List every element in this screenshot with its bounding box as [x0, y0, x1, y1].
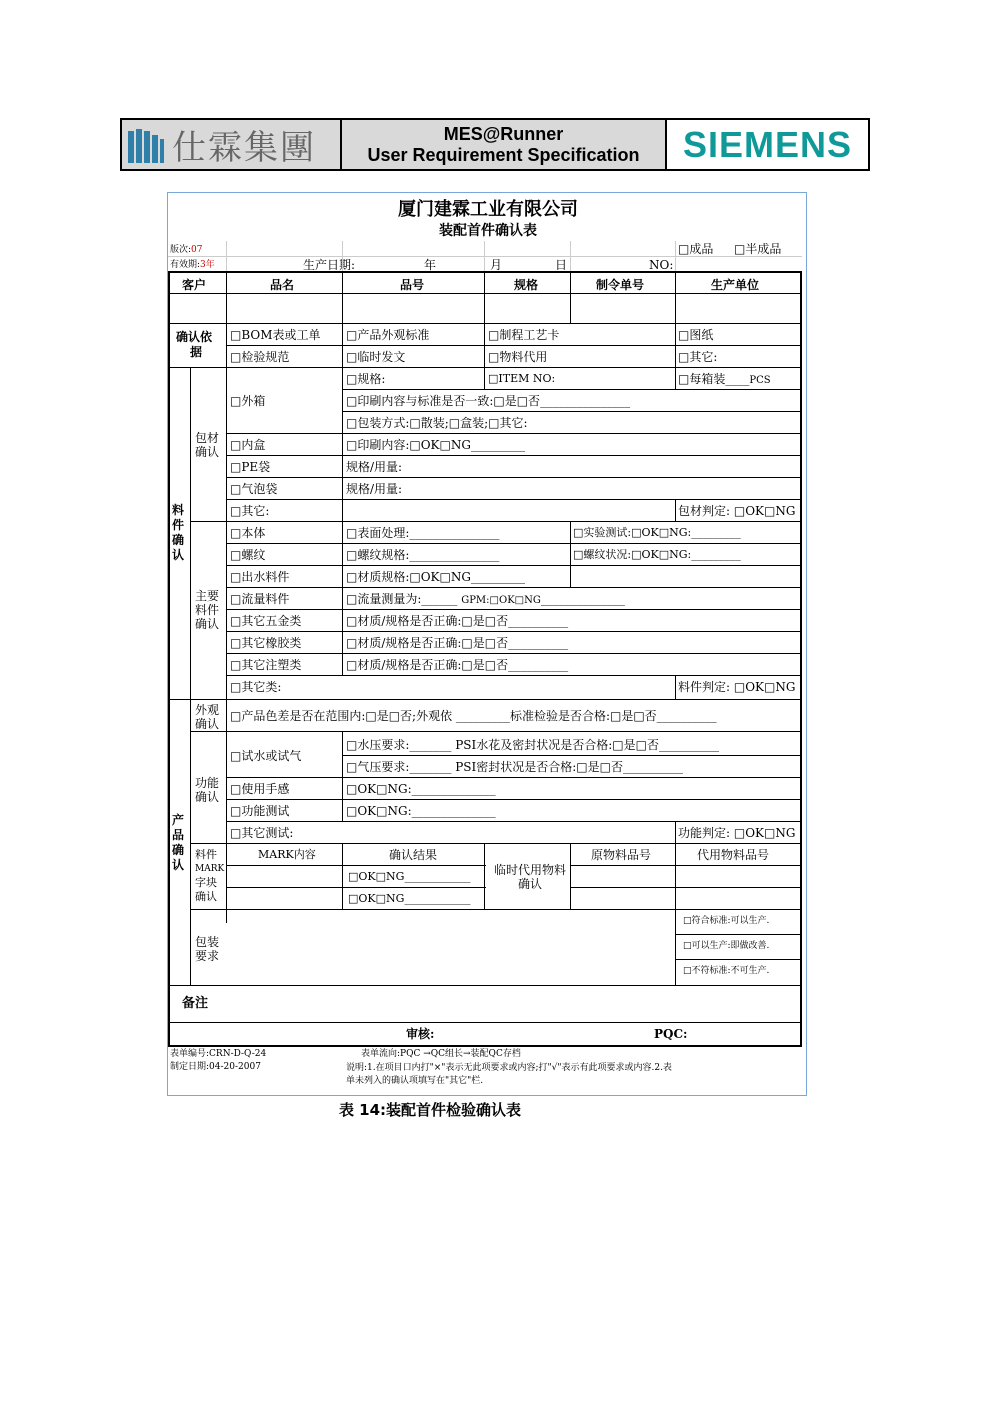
table-caption: 表 14:装配首件检验确认表 [338, 1101, 522, 1119]
appearance-confirm-label: 外观 确认 [195, 703, 220, 731]
date-day: 日 [555, 258, 568, 272]
header-product-no: 品号 [400, 278, 425, 292]
main-judgement[interactable]: 料件判定: □OK□NG [678, 680, 796, 694]
pqc-label: PQC: [654, 1027, 688, 1041]
document-header-banner [120, 118, 870, 171]
basis-bom[interactable]: □BOM表或工单 [230, 328, 321, 342]
mark-confirm-label: 料件 MARK 字块 确认 [195, 848, 225, 903]
main-plastic[interactable]: □其它注塑类 [230, 658, 302, 672]
basis-label-1: 确认依 [176, 330, 213, 344]
main-rubber[interactable]: □其它橡胶类 [230, 636, 302, 650]
header-product-name: 品名 [270, 278, 295, 292]
func-test-result[interactable]: □OK□NG:______________ [346, 804, 496, 818]
main-lab-test[interactable]: □实验测试:□OK□NG:_________ [573, 526, 741, 539]
document-title [342, 120, 667, 169]
form-note-line-1: 说明:1.在项目口内打"×"表示无此项要求或内容;打"√"表示有此项要求或内容.2.表 [346, 1063, 672, 1073]
pack-print-content[interactable]: □印刷内容:□OK□NG_________ [346, 438, 525, 452]
version-field: 版次:07 [170, 245, 203, 255]
company-logo-text: 仕霖集團 [172, 128, 316, 168]
pack-method[interactable]: □包装方式:□散装;□盒装;□其它: [346, 416, 528, 430]
basis-process-card[interactable]: □制程工艺卡 [488, 328, 560, 342]
pack-inner-box[interactable]: □内盒 [230, 438, 266, 452]
main-thread-status[interactable]: □螺纹状况:□OK□NG:_________ [573, 548, 741, 561]
main-thread-spec[interactable]: □螺纹规格:_______________ [346, 548, 500, 562]
main-rubber-check[interactable]: □材质/规格是否正确:□是□否__________ [346, 636, 569, 650]
pack-bubble-bag[interactable]: □气泡袋 [230, 482, 278, 496]
main-parts-label: 主要 料件 确认 [195, 589, 220, 631]
main-plastic-check[interactable]: □材质/规格是否正确:□是□否__________ [346, 658, 569, 672]
pack-outer-box[interactable]: □外箱 [230, 394, 266, 408]
form-number-label: NO: [649, 258, 674, 272]
pack-print-match[interactable]: □印刷内容与标准是否一致:□是□否_______________ [346, 394, 631, 408]
material-confirm-label: 料 件 确 认 [172, 503, 185, 562]
conclusion-pass-improve[interactable]: □可以生产:即做改善. [683, 941, 770, 951]
basis-other[interactable]: □其它: [678, 350, 718, 364]
form-note-line-2: 单未列入的确认项填写在"其它"栏. [346, 1076, 484, 1086]
conclusion-fail[interactable]: □不符标准:不可生产. [683, 966, 770, 976]
main-thread[interactable]: □螺纹 [230, 548, 266, 562]
func-water-test[interactable]: □试水或试气 [230, 749, 302, 763]
pack-spec-usage-1[interactable]: 规格/用量: [346, 460, 403, 474]
conclusion-pass[interactable]: □符合标准:可以生产. [683, 916, 770, 926]
company-logo [122, 120, 342, 169]
pack-judgement[interactable]: 包材判定: □OK□NG [678, 504, 796, 518]
form-made-date: 制定日期:04-20-2007 [170, 1062, 261, 1072]
original-material-header: 原物料品号 [591, 848, 652, 862]
basis-drawing[interactable]: □图纸 [678, 328, 714, 342]
title-line-1: MES@Runner [443, 123, 564, 144]
main-flow[interactable]: □流量料件 [230, 592, 290, 606]
main-body[interactable]: □本体 [230, 526, 266, 540]
date-year: 年 [424, 258, 437, 272]
func-water-pressure[interactable]: □水压要求:_______ PSI水花及密封状况是否合格:□是□否__________ [346, 738, 719, 752]
basis-temp-notice[interactable]: □临时发文 [346, 350, 406, 364]
temp-substitute-header: 临时代用物料 确认 [493, 863, 566, 891]
main-material-spec[interactable]: □材质规格:□OK□NG_________ [346, 570, 525, 584]
header-order-no: 制令单号 [596, 278, 645, 292]
func-other[interactable]: □其它测试: [230, 826, 294, 840]
production-date-label: 生产日期: [303, 258, 356, 272]
appearance-check[interactable]: □产品色差是否在范围内:□是□否;外观依 _________标准检验是否合格:□是□否__________ [230, 709, 717, 723]
pack-item-no[interactable]: □ITEM NO: [488, 372, 556, 385]
func-feel[interactable]: □使用手感 [230, 782, 290, 796]
mark-result-1[interactable]: □OK□NG____________ [348, 870, 471, 883]
finished-checkbox[interactable]: □成品 [678, 242, 714, 256]
validity-field: 有效期:3年 [170, 260, 215, 270]
basis-label-2: 据 [190, 345, 203, 359]
pack-spec-usage-2[interactable]: 规格/用量: [346, 482, 403, 496]
form-code: 表单编号:CRN-D-Q-24 [170, 1049, 267, 1059]
mark-result-header: 确认结果 [389, 848, 438, 862]
substitute-material-header: 代用物料品号 [697, 848, 770, 862]
main-hardware[interactable]: □其它五金类 [230, 614, 302, 628]
form-flow: 表单流向:PQC →QC组长→装配QC存档 [361, 1049, 521, 1059]
pack-pe-bag[interactable]: □PE袋 [230, 460, 271, 474]
main-hardware-check[interactable]: □材质/规格是否正确:□是□否__________ [346, 614, 569, 628]
func-feel-result[interactable]: □OK□NG:______________ [346, 782, 496, 796]
basis-substitution[interactable]: □物料代用 [488, 350, 548, 364]
header-customer: 客户 [182, 278, 207, 292]
pack-other[interactable]: □其它: [230, 504, 270, 518]
product-confirm-label: 产 品 确 认 [172, 813, 185, 872]
form-company-name: 厦门建霖工业有限公司 [398, 199, 578, 220]
pack-per-box[interactable]: □每箱装____PCS [678, 372, 771, 386]
packaging-requirement-label: 包装 要求 [195, 935, 220, 963]
header-production-unit: 生产单位 [711, 278, 760, 292]
partner-logo: SIEMENS [682, 123, 853, 165]
date-month: 月 [490, 258, 503, 272]
company-logo-icon [126, 125, 166, 165]
function-confirm-label: 功能 确认 [195, 776, 220, 804]
semi-finished-checkbox[interactable]: □半成品 [734, 242, 782, 256]
title-line-2: User Requirement Specification [367, 144, 640, 165]
basis-appearance-std[interactable]: □产品外观标准 [346, 328, 430, 342]
remark-label: 备注 [182, 996, 209, 1011]
func-test[interactable]: □功能测试 [230, 804, 290, 818]
mark-result-2[interactable]: □OK□NG____________ [348, 892, 471, 905]
packaging-confirm-label: 包材 确认 [195, 431, 220, 459]
pack-spec[interactable]: □规格: [346, 372, 386, 386]
form-title: 装配首件确认表 [439, 223, 537, 239]
header-spec: 规格 [514, 278, 539, 292]
main-flow-measure[interactable]: □流量测量为:______ GPM:□OK□NG______________ [346, 592, 625, 606]
first-article-form [167, 192, 807, 1096]
review-label: 审核: [406, 1027, 435, 1041]
mark-content-header: MARK内容 [258, 848, 316, 861]
main-other[interactable]: □其它类: [230, 680, 282, 694]
basis-inspection[interactable]: □检验规范 [230, 350, 290, 364]
main-surface[interactable]: □表面处理:_______________ [346, 526, 500, 540]
func-judgement[interactable]: 功能判定: □OK□NG [678, 826, 796, 840]
func-air-pressure[interactable]: □气压要求:_______ PSI密封状况是否合格:□是□否__________ [346, 760, 683, 774]
main-outlet[interactable]: □出水料件 [230, 570, 290, 584]
